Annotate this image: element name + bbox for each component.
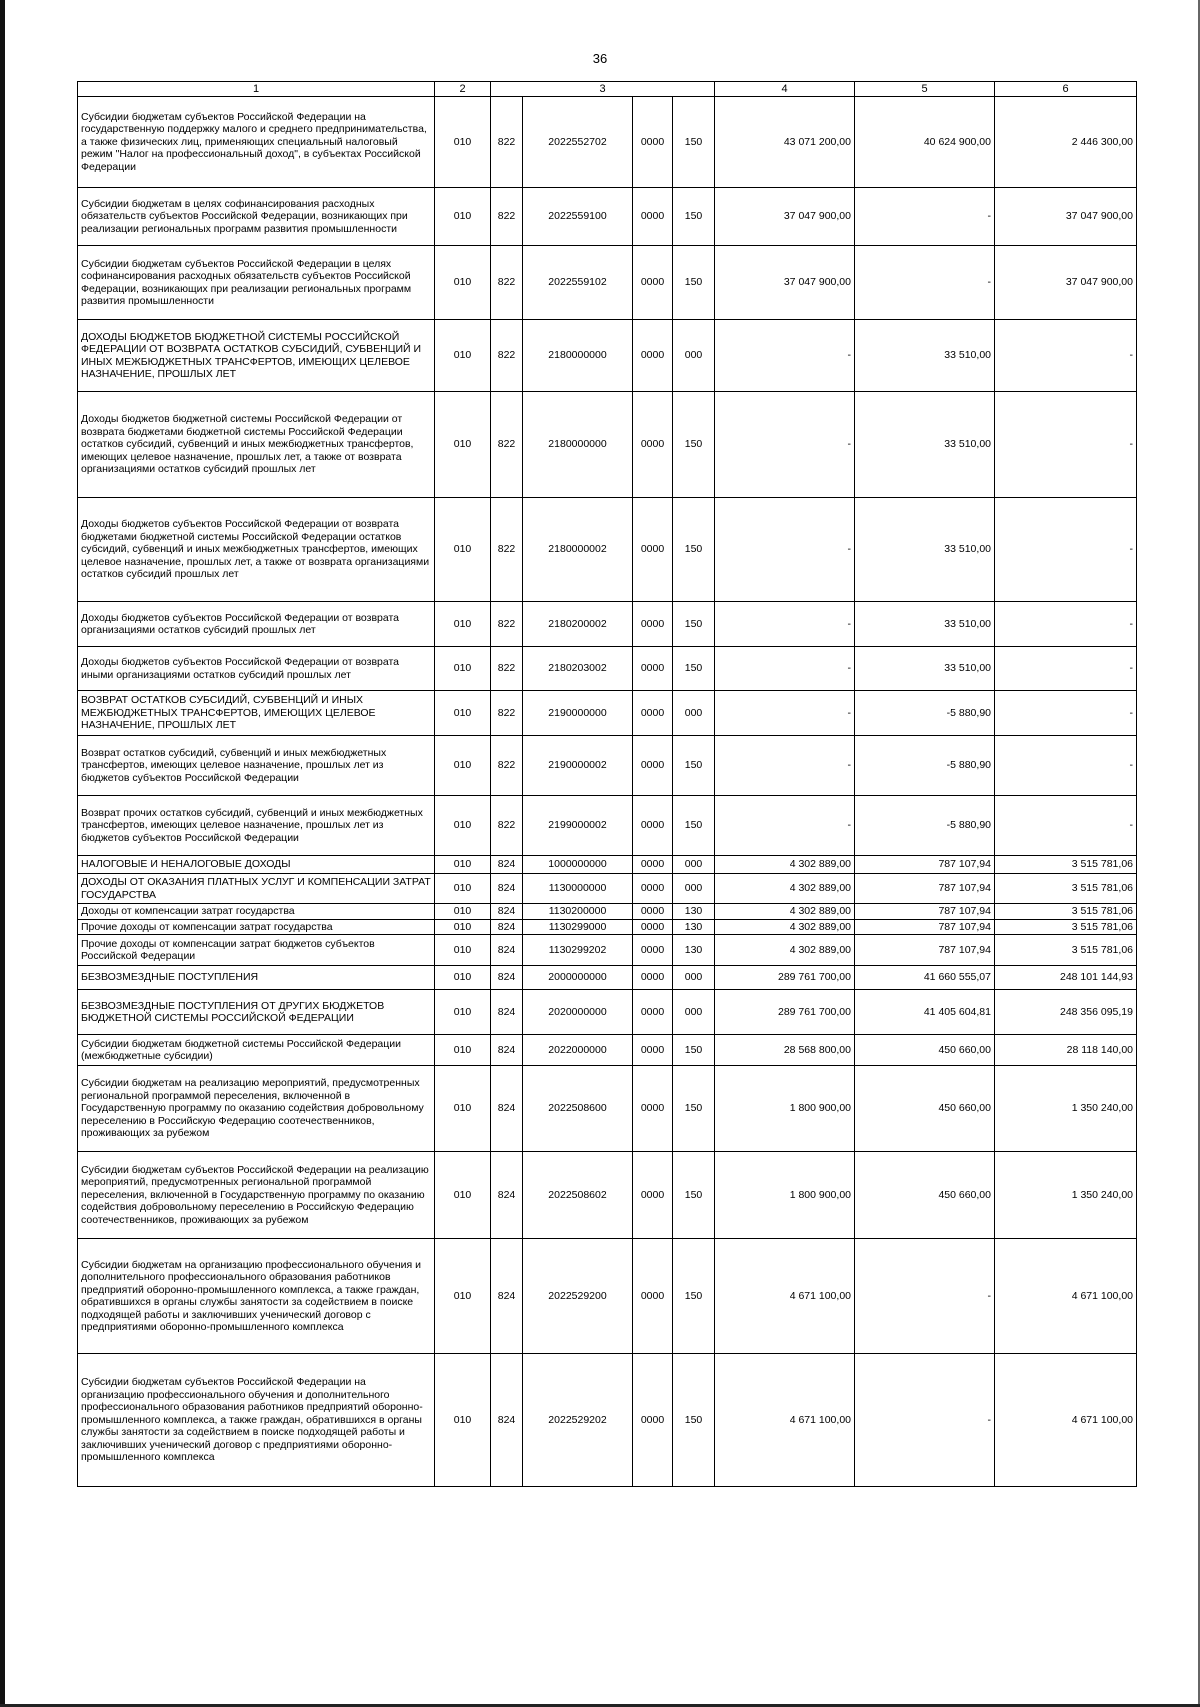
row-value-plan: 289 761 700,00: [715, 990, 855, 1035]
row-value-plan: 37 047 900,00: [715, 188, 855, 246]
row-code-program: 0000: [633, 498, 673, 602]
row-code-type: 2022529202: [523, 1354, 633, 1487]
table-row: [78, 856, 1137, 874]
table-row: [78, 188, 1137, 246]
row-code-program: 0000: [633, 320, 673, 392]
table-row: [78, 392, 1137, 498]
row-value-plan: 4 671 100,00: [715, 1239, 855, 1354]
row-value-remainder: 3 515 781,06: [995, 856, 1137, 874]
row-value-plan: -: [715, 647, 855, 691]
row-code-kosgu: 150: [673, 1035, 715, 1066]
row-value-remainder: 37 047 900,00: [995, 188, 1137, 246]
row-code-chapter: 824: [491, 1035, 523, 1066]
row-code-kosgu: 130: [673, 904, 715, 920]
row-code-type: 2190000002: [523, 736, 633, 796]
row-code-program: 0000: [633, 1239, 673, 1354]
table-row: [78, 966, 1137, 990]
header-col-5: 5: [855, 82, 995, 97]
row-value-executed: 450 660,00: [855, 1066, 995, 1152]
row-value-plan: 4 671 100,00: [715, 1354, 855, 1487]
row-code-program: 0000: [633, 1035, 673, 1066]
row-code-program: 0000: [633, 796, 673, 856]
row-name: Доходы бюджетов субъектов Российской Федерации от возврата организациями остатков субсидий прошлых лет: [78, 602, 435, 647]
row-code-program: 0000: [633, 966, 673, 990]
row-code-kosgu: 150: [673, 188, 715, 246]
row-name: ДОХОДЫ ОТ ОКАЗАНИЯ ПЛАТНЫХ УСЛУГ И КОМПЕНСАЦИИ ЗАТРАТ ГОСУДАРСТВА: [78, 874, 435, 904]
row-value-executed: -: [855, 1239, 995, 1354]
row-code-kosgu: 150: [673, 602, 715, 647]
table-row: [78, 796, 1137, 856]
row-name: Субсидии бюджетам субъектов Российской Федерации в целях софинансирования расходных обязательств субъектов Российской Федерации, возникающих при реализации региональных программ развития промышленности: [78, 246, 435, 320]
table-row: [78, 246, 1137, 320]
row-value-executed: 787 107,94: [855, 920, 995, 935]
row-value-executed: -5 880,90: [855, 736, 995, 796]
row-code-type: 2000000000: [523, 966, 633, 990]
header-row: [78, 82, 1137, 97]
row-code-chapter: 822: [491, 188, 523, 246]
row-value-executed: 40 624 900,00: [855, 97, 995, 188]
table-row: [78, 691, 1137, 736]
row-value-executed: 33 510,00: [855, 498, 995, 602]
row-value-plan: -: [715, 736, 855, 796]
row-value-plan: -: [715, 796, 855, 856]
row-code-kosgu: 130: [673, 935, 715, 966]
table-row: [78, 498, 1137, 602]
row-value-remainder: -: [995, 602, 1137, 647]
row-name: БЕЗВОЗМЕЗДНЫЕ ПОСТУПЛЕНИЯ ОТ ДРУГИХ БЮДЖЕТОВ БЮДЖЕТНОЙ СИСТЕМЫ РОССИЙСКОЙ ФЕДЕРАЦИИ: [78, 990, 435, 1035]
row-code-kosgu: 150: [673, 392, 715, 498]
row-code-program: 0000: [633, 920, 673, 935]
row-name: ВОЗВРАТ ОСТАТКОВ СУБСИДИЙ, СУБВЕНЦИЙ И ИНЫХ МЕЖБЮДЖЕТНЫХ ТРАНСФЕРТОВ, ИМЕЮЩИХ ЦЕЛЕВОЕ НАЗНАЧЕНИЕ, ПРОШЛЫХ ЛЕТ: [78, 691, 435, 736]
row-name: Доходы от компенсации затрат государства: [78, 904, 435, 920]
row-value-executed: 450 660,00: [855, 1152, 995, 1239]
header-col-4: 4: [715, 82, 855, 97]
row-name: Доходы бюджетов субъектов Российской Федерации от возврата бюджетами бюджетной системы Российской Федерации остатков субсидий, субвенций и иных межбюджетных трансфертов, имеющих целевое назначение, прошлых лет, а также от возврата организациями остатков субсидий прошлых лет: [78, 498, 435, 602]
row-code-program: 0000: [633, 97, 673, 188]
row-code-chapter: 824: [491, 990, 523, 1035]
row-value-remainder: 1 350 240,00: [995, 1066, 1137, 1152]
row-code-program: 0000: [633, 188, 673, 246]
row-value-plan: -: [715, 392, 855, 498]
row-code-admin: 010: [435, 1066, 491, 1152]
row-code-chapter: 824: [491, 856, 523, 874]
row-name: Субсидии бюджетам бюджетной системы Российской Федерации (межбюджетные субсидии): [78, 1035, 435, 1066]
row-code-program: 0000: [633, 856, 673, 874]
row-name: Доходы бюджетов субъектов Российской Федерации от возврата иными организациями остатков субсидий прошлых лет: [78, 647, 435, 691]
row-name: Субсидии бюджетам в целях софинансирования расходных обязательств субъектов Российской Федерации, возникающих при реализации региональных программ развития промышленности: [78, 188, 435, 246]
table-row: [78, 990, 1137, 1035]
row-value-remainder: -: [995, 320, 1137, 392]
row-code-type: 2180200002: [523, 602, 633, 647]
table-row: [78, 1066, 1137, 1152]
row-code-type: 2180000000: [523, 320, 633, 392]
row-code-program: 0000: [633, 904, 673, 920]
row-value-plan: 4 302 889,00: [715, 920, 855, 935]
row-code-type: 2020000000: [523, 990, 633, 1035]
row-value-remainder: 28 118 140,00: [995, 1035, 1137, 1066]
row-code-chapter: 822: [491, 647, 523, 691]
row-value-executed: 787 107,94: [855, 856, 995, 874]
row-value-remainder: 2 446 300,00: [995, 97, 1137, 188]
row-value-plan: -: [715, 691, 855, 736]
row-value-plan: 1 800 900,00: [715, 1066, 855, 1152]
row-code-kosgu: 000: [673, 856, 715, 874]
row-code-type: 1000000000: [523, 856, 633, 874]
row-code-kosgu: 000: [673, 691, 715, 736]
row-value-executed: -: [855, 1354, 995, 1487]
row-code-kosgu: 150: [673, 647, 715, 691]
row-value-remainder: 37 047 900,00: [995, 246, 1137, 320]
row-value-remainder: -: [995, 498, 1137, 602]
row-value-plan: 289 761 700,00: [715, 966, 855, 990]
row-value-remainder: -: [995, 647, 1137, 691]
row-code-chapter: 824: [491, 966, 523, 990]
row-code-program: 0000: [633, 935, 673, 966]
table-row: [78, 935, 1137, 966]
table-row: [78, 874, 1137, 904]
row-code-program: 0000: [633, 691, 673, 736]
table-row: [78, 736, 1137, 796]
row-code-kosgu: 150: [673, 796, 715, 856]
row-code-chapter: 824: [491, 1354, 523, 1487]
row-code-chapter: 822: [491, 320, 523, 392]
row-code-chapter: 824: [491, 1152, 523, 1239]
row-value-executed: 787 107,94: [855, 904, 995, 920]
header-col-3: 3: [491, 82, 715, 97]
row-value-executed: 33 510,00: [855, 647, 995, 691]
table-row: [78, 97, 1137, 188]
row-code-chapter: 824: [491, 920, 523, 935]
row-code-admin: 010: [435, 246, 491, 320]
row-code-type: 2022000000: [523, 1035, 633, 1066]
row-code-type: 2190000000: [523, 691, 633, 736]
header-col-1: 1: [78, 82, 435, 97]
row-code-type: 1130200000: [523, 904, 633, 920]
row-code-admin: 010: [435, 1239, 491, 1354]
row-value-plan: 37 047 900,00: [715, 246, 855, 320]
row-name: Возврат прочих остатков субсидий, субвенций и иных межбюджетных трансфертов, имеющих целевое назначение, прошлых лет из бюджетов субъектов Российской Федерации: [78, 796, 435, 856]
row-code-chapter: 822: [491, 736, 523, 796]
row-code-admin: 010: [435, 602, 491, 647]
row-code-chapter: 824: [491, 874, 523, 904]
row-value-plan: 4 302 889,00: [715, 904, 855, 920]
table-row: [78, 602, 1137, 647]
row-value-plan: -: [715, 320, 855, 392]
row-value-executed: 787 107,94: [855, 935, 995, 966]
row-code-kosgu: 150: [673, 736, 715, 796]
row-value-plan: 28 568 800,00: [715, 1035, 855, 1066]
row-value-plan: 43 071 200,00: [715, 97, 855, 188]
row-value-remainder: 248 101 144,93: [995, 966, 1137, 990]
row-value-remainder: -: [995, 796, 1137, 856]
row-code-admin: 010: [435, 647, 491, 691]
row-code-type: 2022508602: [523, 1152, 633, 1239]
row-code-type: 2022552702: [523, 97, 633, 188]
row-value-remainder: 3 515 781,06: [995, 935, 1137, 966]
table-row: [78, 920, 1137, 935]
row-code-kosgu: 150: [673, 498, 715, 602]
row-code-chapter: 824: [491, 935, 523, 966]
row-code-admin: 010: [435, 1035, 491, 1066]
row-code-type: 2022559102: [523, 246, 633, 320]
row-code-kosgu: 000: [673, 966, 715, 990]
row-value-remainder: 4 671 100,00: [995, 1354, 1137, 1487]
row-value-executed: 787 107,94: [855, 874, 995, 904]
row-code-admin: 010: [435, 320, 491, 392]
row-value-executed: 33 510,00: [855, 320, 995, 392]
row-code-kosgu: 000: [673, 320, 715, 392]
row-code-type: 2199000002: [523, 796, 633, 856]
row-code-program: 0000: [633, 246, 673, 320]
row-code-program: 0000: [633, 1152, 673, 1239]
table-row: [78, 904, 1137, 920]
row-code-admin: 010: [435, 935, 491, 966]
row-code-admin: 010: [435, 691, 491, 736]
row-code-admin: 010: [435, 874, 491, 904]
row-value-executed: 41 660 555,07: [855, 966, 995, 990]
row-code-program: 0000: [633, 392, 673, 498]
page-number: 36: [592, 51, 608, 66]
row-code-program: 0000: [633, 736, 673, 796]
row-value-executed: 450 660,00: [855, 1035, 995, 1066]
table-row: [78, 1354, 1137, 1487]
row-value-remainder: -: [995, 392, 1137, 498]
row-value-executed: 33 510,00: [855, 392, 995, 498]
row-value-executed: -5 880,90: [855, 796, 995, 856]
row-code-chapter: 824: [491, 904, 523, 920]
row-code-chapter: 824: [491, 1066, 523, 1152]
row-code-type: 2022529200: [523, 1239, 633, 1354]
row-value-plan: -: [715, 498, 855, 602]
row-value-executed: -: [855, 188, 995, 246]
row-code-program: 0000: [633, 1354, 673, 1487]
row-code-admin: 010: [435, 856, 491, 874]
row-code-admin: 010: [435, 736, 491, 796]
row-value-executed: -5 880,90: [855, 691, 995, 736]
row-name: Возврат остатков субсидий, субвенций и иных межбюджетных трансфертов, имеющих целевое назначение, прошлых лет из бюджетов субъектов Российской Федерации: [78, 736, 435, 796]
row-value-remainder: 3 515 781,06: [995, 904, 1137, 920]
table-row: [78, 1239, 1137, 1354]
table-body: [78, 97, 1137, 1487]
row-code-type: 2022508600: [523, 1066, 633, 1152]
row-code-chapter: 822: [491, 796, 523, 856]
row-value-remainder: 4 671 100,00: [995, 1239, 1137, 1354]
row-value-plan: 4 302 889,00: [715, 935, 855, 966]
row-code-program: 0000: [633, 990, 673, 1035]
row-name: ДОХОДЫ БЮДЖЕТОВ БЮДЖЕТНОЙ СИСТЕМЫ РОССИЙСКОЙ ФЕДЕРАЦИИ ОТ ВОЗВРАТА ОСТАТКОВ СУБСИДИЙ, СУБВЕНЦИЙ И ИНЫХ МЕЖБЮДЖЕТНЫХ ТРАНСФЕРТОВ, ИМЕЮЩИХ ЦЕЛЕВОЕ НАЗНАЧЕНИЕ, ПРОШЛЫХ ЛЕТ: [78, 320, 435, 392]
row-code-kosgu: 150: [673, 97, 715, 188]
row-code-admin: 010: [435, 188, 491, 246]
row-value-executed: -: [855, 246, 995, 320]
row-code-kosgu: 150: [673, 1239, 715, 1354]
row-value-remainder: -: [995, 691, 1137, 736]
row-name: Доходы бюджетов бюджетной системы Российской Федерации от возврата бюджетами бюджетной системы Российской Федерации остатков субсидий, субвенций и иных межбюджетных трансфертов, имеющих целевое назначение, прошлых лет, а также от возврата организациями остатков субсидий прошлых лет: [78, 392, 435, 498]
row-code-chapter: 822: [491, 97, 523, 188]
table-row: [78, 1152, 1137, 1239]
row-code-admin: 010: [435, 920, 491, 935]
row-code-admin: 010: [435, 904, 491, 920]
row-code-chapter: 822: [491, 691, 523, 736]
row-value-remainder: 3 515 781,06: [995, 874, 1137, 904]
row-value-plan: -: [715, 602, 855, 647]
row-code-type: 2022559100: [523, 188, 633, 246]
row-value-executed: 41 405 604,81: [855, 990, 995, 1035]
row-name: Субсидии бюджетам субъектов Российской Федерации на организацию профессионального обучения и дополнительного профессионального образования работников предприятий оборонно-промышленного комплекса, а также граждан, обратившихся в органы службы занятости за содействием в поиске подходящей работы и заключивших ученический договор с предприятиями оборонно-промышленного комплекса: [78, 1354, 435, 1487]
row-value-remainder: 3 515 781,06: [995, 920, 1137, 935]
row-name: Прочие доходы от компенсации затрат бюджетов субъектов Российской Федерации: [78, 935, 435, 966]
row-value-plan: 1 800 900,00: [715, 1152, 855, 1239]
row-code-kosgu: 150: [673, 1066, 715, 1152]
row-code-chapter: 824: [491, 1239, 523, 1354]
row-code-admin: 010: [435, 1152, 491, 1239]
row-code-program: 0000: [633, 874, 673, 904]
row-name: Субсидии бюджетам на организацию профессионального обучения и дополнительного профессионального образования работников предприятий оборонно-промышленного комплекса, а также граждан, обратившихся в органы службы занятости за содействием в поиске подходящей работы и заключивших ученический договор с предприятиями оборонно-промышленного комплекса: [78, 1239, 435, 1354]
row-name: Субсидии бюджетам на реализацию мероприятий, предусмотренных региональной программой переселения, включенной в Государственную программу по оказанию содействия добровольному переселению в Российскую Федерацию соотечественников, проживающих за рубежом: [78, 1066, 435, 1152]
row-code-kosgu: 150: [673, 1152, 715, 1239]
row-code-type: 2180000002: [523, 498, 633, 602]
row-code-type: 1130000000: [523, 874, 633, 904]
row-code-admin: 010: [435, 498, 491, 602]
table-row: [78, 647, 1137, 691]
row-code-kosgu: 000: [673, 874, 715, 904]
row-name: Субсидии бюджетам субъектов Российской Федерации на государственную поддержку малого и среднего предпринимательства, а также физических лиц, применяющих специальный налоговый режим "Налог на профессиональный доход", в субъектах Российской Федерации: [78, 97, 435, 188]
row-code-admin: 010: [435, 990, 491, 1035]
row-value-executed: 33 510,00: [855, 602, 995, 647]
row-code-kosgu: 130: [673, 920, 715, 935]
row-code-type: 1130299000: [523, 920, 633, 935]
row-code-chapter: 822: [491, 246, 523, 320]
row-code-type: 2180000000: [523, 392, 633, 498]
row-value-plan: 4 302 889,00: [715, 856, 855, 874]
row-value-plan: 4 302 889,00: [715, 874, 855, 904]
scan-left-edge: [0, 0, 5, 1707]
row-code-type: 2180203002: [523, 647, 633, 691]
budget-income-table: [77, 81, 1137, 1487]
row-code-admin: 010: [435, 796, 491, 856]
header-col-6: 6: [995, 82, 1137, 97]
row-code-kosgu: 150: [673, 1354, 715, 1487]
row-code-admin: 010: [435, 966, 491, 990]
row-code-admin: 010: [435, 392, 491, 498]
row-code-admin: 010: [435, 1354, 491, 1487]
row-value-remainder: -: [995, 736, 1137, 796]
row-value-remainder: 1 350 240,00: [995, 1152, 1137, 1239]
row-code-chapter: 822: [491, 392, 523, 498]
header-col-2: 2: [435, 82, 491, 97]
row-code-kosgu: 150: [673, 246, 715, 320]
row-name: Субсидии бюджетам субъектов Российской Федерации на реализацию мероприятий, предусмотренных региональной программой переселения, включенной в Государственную программу по оказанию содействия добровольному переселению в Российскую Федерацию соотечественников, проживающих за рубежом: [78, 1152, 435, 1239]
row-code-type: 1130299202: [523, 935, 633, 966]
row-value-remainder: 248 356 095,19: [995, 990, 1137, 1035]
table-row: [78, 1035, 1137, 1066]
row-code-admin: 010: [435, 97, 491, 188]
table-row: [78, 320, 1137, 392]
row-name: НАЛОГОВЫЕ И НЕНАЛОГОВЫЕ ДОХОДЫ: [78, 856, 435, 874]
row-code-program: 0000: [633, 647, 673, 691]
row-code-chapter: 822: [491, 498, 523, 602]
row-code-kosgu: 000: [673, 990, 715, 1035]
row-name: БЕЗВОЗМЕЗДНЫЕ ПОСТУПЛЕНИЯ: [78, 966, 435, 990]
row-name: Прочие доходы от компенсации затрат государства: [78, 920, 435, 935]
row-code-chapter: 822: [491, 602, 523, 647]
row-code-program: 0000: [633, 1066, 673, 1152]
row-code-program: 0000: [633, 602, 673, 647]
